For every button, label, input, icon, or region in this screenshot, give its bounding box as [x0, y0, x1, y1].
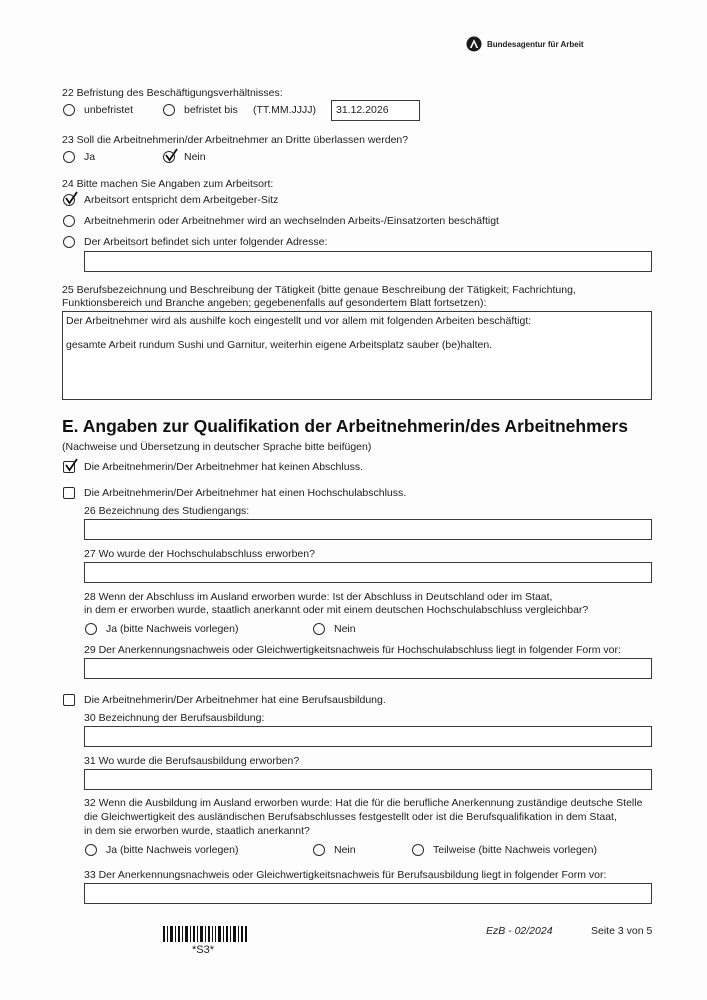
q27-label: 27 Wo wurde der Hochschulabschluss erworben? — [84, 548, 315, 560]
q32-radio-nein[interactable] — [313, 844, 325, 856]
q26-label: 26 Bezeichnung des Studiengangs: — [84, 505, 250, 517]
q23-nein-label: Nein — [184, 151, 206, 163]
no-degree-label: Die Arbeitnehmerin/Der Arbeitnehmer hat keinen Abschluss. — [84, 461, 363, 473]
q26-field[interactable] — [84, 519, 652, 540]
q22-date-field[interactable] — [331, 100, 420, 121]
q25-text-line2: gesamte Arbeit rundum Sushi und Garnitur, weiterhin eigene Arbeitsplatz sauber (be)halten. — [66, 339, 493, 351]
q32-ja-label: Ja (bitte Nachweis vorlegen) — [106, 844, 239, 856]
q32-line1: 32 Wenn die Ausbildung im Ausland erworben wurde: Hat die für die berufliche Anerkennung zuständige deutsche Stelle — [84, 797, 643, 809]
q23-radio-ja[interactable] — [63, 151, 75, 163]
form-code: EzB - 02/2024 — [486, 925, 553, 937]
q24-label: 24 Bitte machen Sie Angaben zum Arbeitsort: — [62, 178, 274, 190]
q22-date-format: (TT.MM.JJJJ) — [253, 104, 316, 116]
q24-opt3-label: Der Arbeitsort befindet sich unter folgender Adresse: — [84, 236, 328, 248]
q32-nein-label: Nein — [334, 844, 356, 856]
q28-radio-ja[interactable] — [85, 623, 97, 635]
q27-field[interactable] — [84, 562, 652, 583]
q25-text-line1: Der Arbeitnehmer wird als aushilfe koch eingestellt und vor allem mit folgenden Arbeiten beschäftigt: — [66, 315, 532, 327]
q25-label-line2: Funktionsbereich und Branche angeben; gegebenenfalls auf gesondertem Blatt fortsetzen): — [62, 297, 487, 309]
q23-ja-label: Ja — [84, 151, 96, 163]
q23-label: 23 Soll die Arbeitnehmerin/der Arbeitnehmer an Dritte überlassen werden? — [62, 134, 409, 146]
q22-radio-befristet[interactable] — [163, 104, 175, 116]
q24-radio-address[interactable] — [63, 236, 75, 248]
checkmark-icon — [63, 458, 79, 474]
section-e-title: E. Angaben zur Qualifikation der Arbeitnehmerin/des Arbeitnehmers — [62, 416, 628, 436]
barcode-icon — [163, 926, 247, 942]
vocational-label: Die Arbeitnehmerin/Der Arbeitnehmer hat eine Berufsausbildung. — [84, 694, 386, 706]
q22-befristet-label: befristet bis — [184, 104, 238, 116]
q22-radio-unbefristet[interactable] — [63, 104, 75, 116]
q24-address-field[interactable] — [84, 251, 652, 272]
q29-field[interactable] — [84, 658, 652, 679]
q33-label: 33 Der Anerkennungsnachweis oder Gleichwertigkeitsnachweis für Berufsausbildung liegt in folgender Form vor: — [84, 869, 607, 881]
q32-radio-teilweise[interactable] — [412, 844, 424, 856]
q28-nein-label: Nein — [334, 623, 356, 635]
agency-logo-icon — [466, 36, 482, 52]
q24-opt1-label: Arbeitsort entspricht dem Arbeitgeber-Sitz — [84, 194, 279, 206]
checkmark-icon — [63, 191, 79, 207]
q30-field[interactable] — [84, 726, 652, 747]
q23-radio-nein[interactable] — [163, 151, 175, 163]
barcode-text: *S3* — [192, 944, 215, 956]
q28-line2: in dem er erworben wurde, staatlich anerkannt oder mit einem deutschen Hochschulabschluss vergleichbar? — [84, 604, 589, 616]
page-number: Seite 3 von 5 — [591, 925, 653, 937]
checkbox-vocational-training[interactable] — [63, 694, 75, 706]
q25-label-line1: 25 Berufsbezeichnung und Beschreibung der Tätigkeit (bitte genaue Beschreibung der Tätigkeit; Fachrichtung, — [62, 284, 576, 296]
q33-field[interactable] — [84, 883, 652, 904]
q24-radio-changing-sites[interactable] — [63, 215, 75, 227]
q32-teilweise-label: Teilweise (bitte Nachweis vorlegen) — [433, 844, 597, 856]
q29-label: 29 Der Anerkennungsnachweis oder Gleichwertigkeitsnachweis für Hochschulabschluss liegt in folgender Form vor: — [84, 644, 621, 656]
university-label: Die Arbeitnehmerin/Der Arbeitnehmer hat einen Hochschulabschluss. — [84, 487, 407, 499]
agency-name: Bundesagentur für Arbeit — [487, 40, 584, 49]
q31-field[interactable] — [84, 769, 652, 790]
q32-radio-ja[interactable] — [85, 844, 97, 856]
q24-opt2-label: Arbeitnehmerin oder Arbeitnehmer wird an wechselnden Arbeits-/Einsatzorten beschäftigt — [84, 215, 499, 227]
q30-label: 30 Bezeichnung der Berufsausbildung: — [84, 712, 265, 724]
checkbox-university-degree[interactable] — [63, 487, 75, 499]
section-e-subtitle: (Nachweise und Übersetzung in deutscher Sprache bitte beifügen) — [62, 441, 372, 453]
q25-description-field[interactable] — [62, 311, 652, 400]
q22-date-value: 31.12.2026 — [336, 104, 389, 116]
q28-radio-nein[interactable] — [313, 623, 325, 635]
checkbox-no-degree[interactable] — [63, 461, 75, 473]
q28-ja-label: Ja (bitte Nachweis vorlegen) — [106, 623, 239, 635]
q24-radio-employer-site[interactable] — [63, 194, 75, 206]
checkmark-icon — [163, 148, 179, 164]
q32-line3: in dem sie erworben wurde, staatlich anerkannt? — [84, 825, 310, 837]
q32-line2: die Gleichwertigkeit des ausländischen Berufsabschlusses festgestellt oder ist die Berufsqualifikation in dem Staat, — [84, 811, 617, 823]
q28-line1: 28 Wenn der Abschluss im Ausland erworben wurde: Ist der Abschluss in Deutschland oder im Staat, — [84, 591, 553, 603]
q22-unbefristet-label: unbefristet — [84, 104, 134, 116]
q22-label: 22 Befristung des Beschäftigungsverhältnisses: — [62, 87, 283, 99]
q31-label: 31 Wo wurde die Berufsausbildung erworben? — [84, 755, 300, 767]
